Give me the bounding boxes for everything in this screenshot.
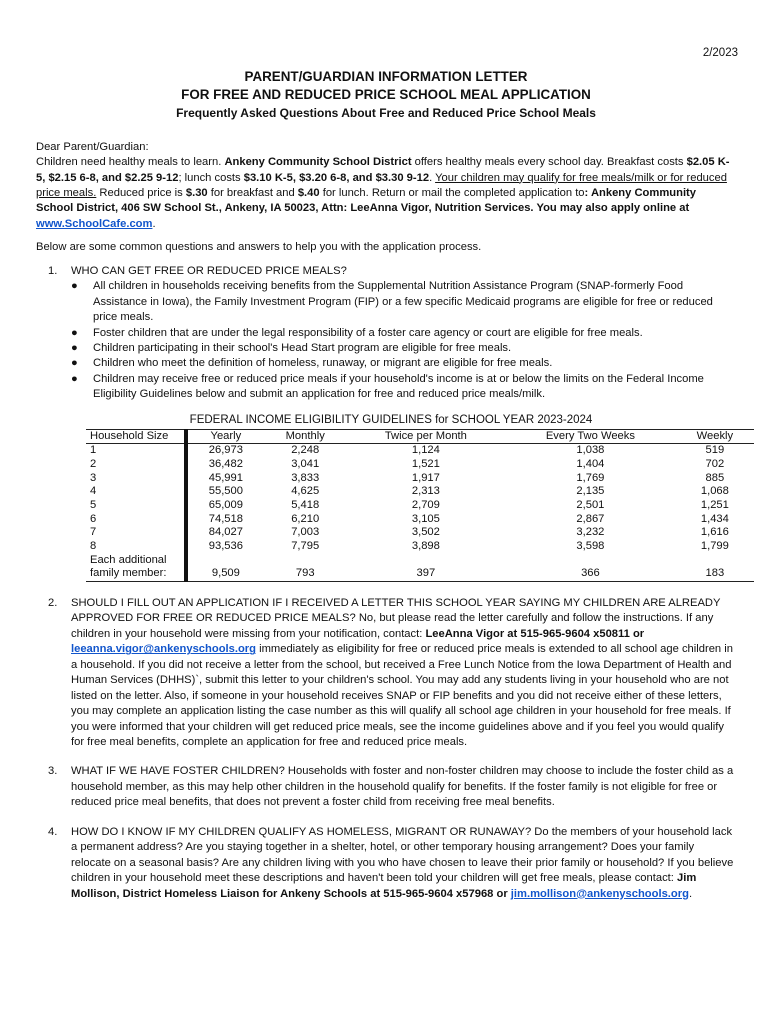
- question-text: WHAT IF WE HAVE FOSTER CHILDREN? Households with foster and non-foster children may choose to include the foster child as a household member, as this may help other children in the household qualify for benefits. If the foster family is not eligible for free or reduced price meal benefits, that does not prevent a foster child from receiving free meal benefits.: [71, 765, 734, 809]
- income-cell: 366: [505, 554, 676, 582]
- income-cell: 183: [676, 554, 754, 582]
- list-item-text: All children in households receiving benefits from the Supplemental Nutrition Assistance Program (SNAP-formerly Food Assistance in Iowa), the Family Investment Program (FIP) or a few specific Medicaid programs are eligible for free or reduced price meals.: [93, 280, 713, 324]
- bullet-icon: ●: [71, 342, 78, 355]
- answer-text: HOW DO I KNOW IF MY CHILDREN QUALIFY AS HOMELESS, MIGRANT OR RUNAWAY? Do the members of your household lack a permanent address? Are you staying together in a shelter, hotel, or other temporary housing arrangement? Does your family relocate on a seasonal basis? Are any children living with you who have chosen to leave their prior family or household? If you believe children in your household meet these descriptions and haven't been told your children will get free meals, please contact:: [71, 825, 734, 885]
- household-size-cell: [86, 554, 186, 582]
- question-number: 3.: [48, 765, 58, 778]
- intro-text: Reduced price is: [96, 186, 186, 199]
- eligibility-list: [71, 279, 736, 403]
- reduced-breakfast-price: $.30: [185, 186, 208, 199]
- reduced-lunch-price: $.40: [297, 186, 320, 199]
- bullet-icon: ●: [71, 280, 78, 293]
- income-cell: 65,009: [208, 498, 243, 511]
- income-cell: 1,068: [700, 485, 729, 498]
- column-header: Monthly: [264, 429, 347, 444]
- question-3: [36, 764, 736, 810]
- income-cell: 2,501: [576, 498, 605, 511]
- date: 2/2023: [702, 47, 738, 59]
- income-cell: 1,124: [411, 444, 440, 457]
- household-size-cell: 4: [86, 485, 186, 499]
- income-cell: 5,418: [291, 498, 320, 511]
- intro-text: for breakfast and: [207, 186, 298, 199]
- bullet-icon: ●: [71, 372, 78, 385]
- table-row: [86, 472, 754, 486]
- intro-text: Children need healthy meals to learn.: [36, 156, 225, 169]
- income-cell: 519: [705, 444, 725, 457]
- list-item: [71, 372, 736, 403]
- intro-text: ; lunch costs: [178, 171, 244, 184]
- income-cell: 74,518: [208, 512, 243, 525]
- income-cell: 2,867: [576, 512, 605, 525]
- website-link[interactable]: www.SchoolCafe.com: [36, 217, 153, 230]
- letter-page: [36, 46, 736, 902]
- table-title: FEDERAL INCOME ELIGIBILITY GUIDELINES for SCHOOL YEAR 2023-2024: [189, 413, 593, 426]
- question-4: [36, 825, 736, 902]
- answer-text: SHOULD I FILL OUT AN APPLICATION IF I RECEIVED A LETTER THIS SCHOOL YEAR SAYING MY CHILDREN ARE ALREADY APPROVED FOR FREE OR REDUCED PRICE MEALS? No, but please read the letter carefully and follow the instructions. If any children in your household were missing from your notification, contact:: [71, 596, 721, 640]
- income-cell: 1,616: [700, 526, 729, 539]
- income-cell: 3,232: [576, 526, 605, 539]
- table-row: [86, 513, 754, 527]
- income-cell: 2,313: [411, 485, 440, 498]
- list-item-text: Children who meet the definition of homeless, runaway, or migrant are eligible for free meals.: [93, 357, 553, 370]
- income-cell: 2,135: [576, 485, 605, 498]
- income-cell: 1,038: [576, 444, 605, 457]
- income-cell: 1,917: [411, 471, 440, 484]
- income-cell: 84,027: [208, 526, 243, 539]
- question-2: [36, 596, 736, 751]
- income-cell: 397: [347, 554, 505, 582]
- column-header: Yearly: [186, 429, 264, 444]
- mailing-address: : Ankeny Community School District, 406 SW School St., Ankeny, IA 50023, Attn: LeeAnna Vigor, Nutrition Services. You may also apply online at: [36, 186, 697, 215]
- table-row: [86, 540, 754, 554]
- table-row: [86, 526, 754, 540]
- income-cell: 36,482: [208, 458, 243, 471]
- household-size-cell: 5: [86, 499, 186, 513]
- income-cell: 26,973: [208, 444, 243, 457]
- intro-text: .: [429, 171, 436, 184]
- table-row: [86, 458, 754, 472]
- table-row: [86, 554, 754, 582]
- question-number: 1.: [48, 264, 58, 277]
- household-size-cell: 2: [86, 458, 186, 472]
- bullet-icon: ●: [71, 357, 78, 370]
- income-cell: 885: [705, 471, 725, 484]
- intro-text: offers healthy meals every school day. Breakfast costs: [411, 156, 687, 169]
- district-name: Ankeny Community School District: [224, 156, 412, 169]
- household-size-cell: 8: [86, 540, 186, 554]
- subtitle: Frequently Asked Questions About Free and Reduced Price School Meals: [176, 106, 596, 121]
- column-header: Every Two Weeks: [505, 429, 676, 444]
- column-header: Household Size: [86, 429, 186, 444]
- question-text: [71, 825, 736, 902]
- income-cell: 3,598: [576, 539, 605, 552]
- list-item: [71, 279, 736, 325]
- income-cell: 4,625: [291, 485, 320, 498]
- table-row: [86, 485, 754, 499]
- table-header-row: [86, 429, 754, 444]
- household-size-cell: 7: [86, 526, 186, 540]
- question-1: [36, 264, 736, 403]
- income-cell: 702: [705, 458, 725, 471]
- income-cell: 2,709: [411, 498, 440, 511]
- question-text: [71, 596, 736, 751]
- question-heading: WHO CAN GET FREE OR REDUCED PRICE MEALS?: [71, 264, 347, 277]
- list-item-text: Children may receive free or reduced price meals if your household's income is at or below the limits on the Federal Income Eligibility Guidelines below and submit an application for free and reduced price meals/milk.: [93, 372, 704, 401]
- intro-paragraph: [36, 155, 736, 232]
- answer-text: immediately as eligibility for free or reduced price meals is extended to all school age children in a household. If you did not receive a letter from the school, but received a Free Lunch Notice from the Iowa Department of Health and Human Services (DHHS)`, submit this letter to your children's school. You may add any students living in your household who are not listed on the letter. Also, if someone in your household receives SNAP or FIP benefits and you did not receive either of these letters, you may complete an application listing the case number as this will qualify all school age children in your household for free meals. If you were informed that your children will get reduced price meals, see the income guidelines above and if you feel you would qualify for free meal benefits, complete an application for free and reduced price meals.: [71, 643, 733, 748]
- lunch-prices: $3.10 K-5, $3.20 6-8, and $3.30 9-12: [243, 171, 430, 184]
- below-text: Below are some common questions and answers to help you with the application process.: [36, 241, 482, 254]
- income-cell: 2,248: [291, 444, 320, 457]
- income-cell: 7,795: [291, 539, 320, 552]
- title-line-1: PARENT/GUARDIAN INFORMATION LETTER: [244, 68, 528, 84]
- income-cell: 6,210: [291, 512, 320, 525]
- income-cell: 1,251: [700, 498, 729, 511]
- income-cell: 1,769: [576, 471, 605, 484]
- income-cell: 1,434: [700, 512, 729, 525]
- contact-info: LeeAnna Vigor at 515-965-9604 x50811 or: [425, 627, 645, 640]
- column-header: Twice per Month: [347, 429, 505, 444]
- column-header: Weekly: [676, 429, 754, 444]
- list-item: [71, 356, 736, 371]
- income-cell: 9,509: [186, 554, 264, 582]
- list-item: [71, 326, 736, 341]
- page-title: [36, 68, 736, 104]
- income-cell: 1,521: [411, 458, 440, 471]
- question-number: 2.: [48, 596, 58, 609]
- intro-text: for lunch. Return or mail the completed application to: [319, 186, 585, 199]
- income-cell: 55,500: [208, 485, 243, 498]
- income-cell: 7,003: [291, 526, 320, 539]
- intro-text: .: [152, 217, 156, 230]
- income-guidelines-table: [86, 429, 754, 582]
- table-row: [86, 499, 754, 513]
- income-cell: 45,991: [208, 471, 243, 484]
- household-size-cell: 1: [86, 444, 186, 458]
- income-cell: 3,833: [291, 471, 320, 484]
- list-item-text: Children participating in their school's Head Start program are eligible for free meals.: [93, 342, 512, 355]
- table-body: [86, 444, 754, 582]
- answer-text: .: [688, 887, 693, 900]
- income-cell: 3,502: [411, 526, 440, 539]
- breakfast-prices: $2.05 K-5, $2.15 6-8, and $2.25 9-12: [36, 156, 730, 184]
- contact-info: Jim Mollison, District Homeless Liaison for Ankeny Schools at 515-965-9604 x57968 or: [71, 872, 697, 900]
- income-cell: 3,105: [411, 512, 440, 525]
- title-line-2: FOR FREE AND REDUCED PRICE SCHOOL MEAL APPLICATION: [181, 86, 591, 102]
- qualify-notice: Your children may qualify for free meals/milk or for reduced price meals.: [36, 171, 727, 199]
- income-cell: 1,404: [576, 458, 605, 471]
- label-line: Each additional: [90, 553, 167, 566]
- household-size-cell: 6: [86, 513, 186, 527]
- greeting: Dear Parent/Guardian:: [36, 140, 149, 153]
- email-link[interactable]: jim.mollison@ankenyschools.org: [510, 887, 689, 900]
- bullet-icon: ●: [71, 326, 78, 339]
- income-cell: 93,536: [208, 539, 243, 552]
- income-cell: 3,898: [411, 539, 440, 552]
- email-link[interactable]: leeanna.vigor@ankenyschools.org: [71, 643, 256, 656]
- label-line: family member:: [90, 567, 167, 580]
- income-cell: 3,041: [291, 458, 320, 471]
- table-row: [86, 444, 754, 458]
- income-cell: 793: [264, 554, 347, 582]
- list-item-text: Foster children that are under the legal responsibility of a foster care agency or court are eligible for free meals.: [93, 326, 643, 339]
- question-number: 4.: [48, 825, 58, 838]
- list-item: [71, 341, 736, 356]
- income-cell: 1,799: [700, 539, 729, 552]
- household-size-cell: 3: [86, 472, 186, 486]
